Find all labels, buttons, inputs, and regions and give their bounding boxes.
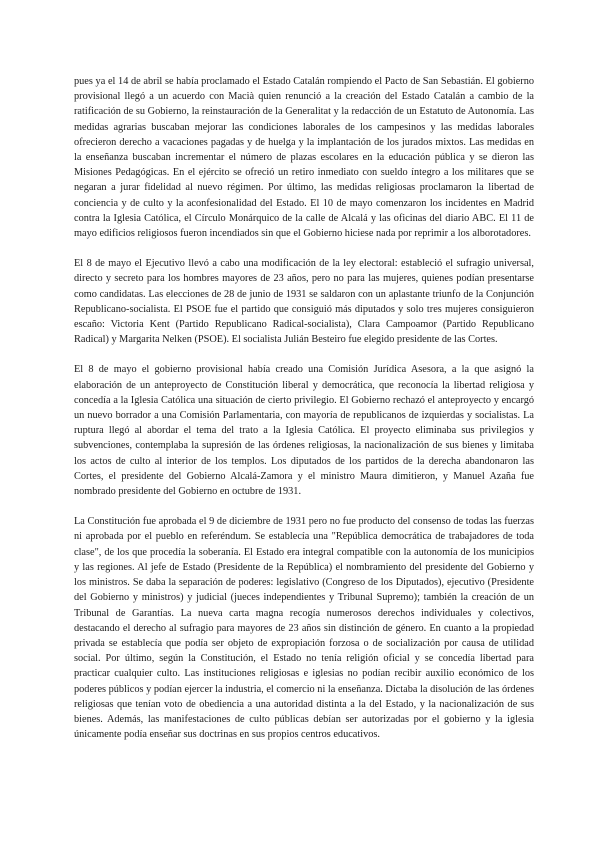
paragraph-3: El 8 de mayo el gobierno provisional había creado una Comisión Jurídica Asesora, a la que asignó la elaboración de un anteproyecto de Constitución liberal y democrática, que reconocía la libertad religiosa y concedía a la Iglesia Católica una situación de cierto privilegio. El Gobierno rechazó el anteproyecto y encargó un nuevo borrador a una Comisión Parlamentaria, con mayoría de republicanos de izquierdas y socialistas. La ruptura llegó al abordar el tema del trato a la Iglesia Católica. El proyecto eliminaba sus privilegios y subvenciones, contemplaba la supresión de las órdenes religiosas, la nacionalización de sus bienes y limitaba los actos de culto al interior de los templos. Los diputados de los partidos de la derecha abandonaron las Cortes, el presidente del Gobierno Alcalá-Zamora y el ministro Maura dimitieron, y Manuel Azaña fue nombrado presidente del Gobierno en octubre de 1931. [74, 364, 534, 498]
paragraph-1: pues ya el 14 de abril se había proclamado el Estado Catalán rompiendo el Pacto de San Sebastián. El gobierno provisional llegó a un acuerdo con Macià quien renunció a la creación del Estado Catalán a cambio de la ratificación de su Gobierno, la reinstauración de la Generalitat y la redacción de un Estatuto de Autonomía. Las medidas agrarias buscaban mejorar las condiciones laborales de los campesinos y las medidas laborales ofrecieron derecho a vacaciones pagadas y de huelga y la implantación de los jurados mixtos. Las medidas en la enseñanza buscaban incrementar el número de plazas escolares en la educación pública y se dieron las Misiones Pedagógicas. En el ejército se ofreció un retiro inmediato con sueldo íntegro a los militares que se negaran a jurar fidelidad al nuevo régimen. Por último, las medidas religiosas proclamaron la libertad de conciencia y de culto y la aconfesionalidad del Estado. El 10 de mayo comenzaron los incidentes en Madrid contra la Iglesia Católica, el Círculo Monárquico de la calle de Alcalá y las oficinas del diario ABC. El 11 de mayo edificios religiosos fueron incendiados sin que el Gobierno hiciese nada por reprimir a los alborotadores. [74, 76, 534, 240]
paragraph-2: El 8 de mayo el Ejecutivo llevó a cabo una modificación de la ley electoral: estableció el sufragio universal, directo y secreto para los hombres mayores de 23 años, pero no para las mujeres, quienes podían presentarse como candidatas. Las elecciones de 28 de junio de 1931 se saldaron con un aplastante triunfo de la Conjunción Republicano-socialista. El PSOE fue el partido que consiguió más diputados y solo tres mujeres consiguieron escaño: Victoria Kent (Partido Republicano Radical-socialista), Clara Campoamor (Partido Republicano Radical) y Margarita Nelken (PSOE). El socialista Julián Besteiro fue elegido presidente de las Cortes. [74, 258, 534, 346]
paragraph-4: La Constitución fue aprobada el 9 de diciembre de 1931 pero no fue producto del consenso de todas las fuerzas ni aprobada por el pueblo en referéndum. Se establecía una "República democrática de trabajadores de toda clase", de los que procedía la soberanía. El Estado era integral compatible con la autonomía de los municipios y las regiones. Al jefe de Estado (Presidente de la República) el nombramiento del presidente del Gobierno y los ministros. Se daba la separación de poderes: legislativo (Congreso de los Diputados), ejecutivo (Presidente del Gobierno y ministros) y judicial (jueces independientes y Tribunal Supremo); también la creación de un Tribunal de Garantías. La nueva carta magna recogía numerosos derechos individuales y colectivos, destacando el derecho al sufragio para mayores de 23 años sin distinción de género. En cuanto a la propiedad privada se establecía que podía ser objeto de expropiación forzosa o de socialización por causa de utilidad social. Por último, según la Constitución, el Estado no tenía religión oficial y se concedía libertad para practicar cualquier culto. Las instituciones religiosas e iglesias no podían recibir auxilio económico de los poderes públicos y podían ejercer la industria, el comercio ni la enseñanza. Dictaba la disolución de las órdenes religiosas que tenían voto de obediencia a una autoridad distinta a la del Estado, y la nacionalización de sus bienes. Además, las manifestaciones de culto públicas debían ser autorizadas por el gobierno y la iglesia únicamente podía enseñar sus doctrinas en sus propios centros educativos. [74, 516, 534, 741]
